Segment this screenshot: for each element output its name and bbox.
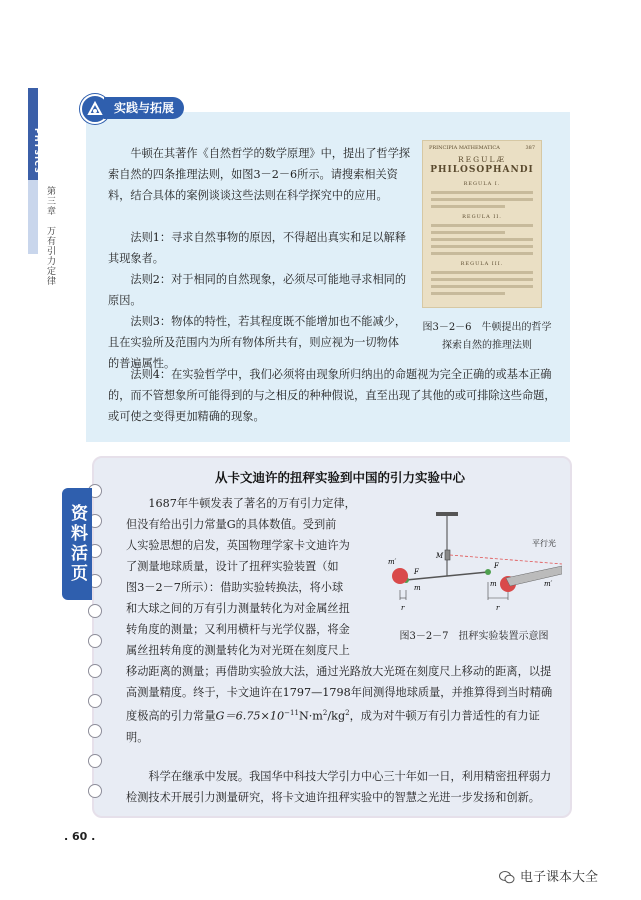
info-tab-label: 资料活页 xyxy=(62,488,92,600)
label-F-right: F xyxy=(494,562,499,570)
figure-3-2-6-caption-line1: 图3－2－6 牛顿提出的哲学 xyxy=(422,322,552,333)
label-F-left: F xyxy=(414,568,419,576)
label-M: M xyxy=(436,552,444,560)
formula-unit-exponent: 2 xyxy=(322,709,328,717)
practice-rule-1: 法则1：寻求自然事物的原因，不得超出真实和足以解释其现象者。 xyxy=(108,231,407,265)
info-para1-line: 属丝扭转角度的测量转化为对光斑在刻度尺上 xyxy=(126,644,350,657)
info-para1-line: 和大球之间的万有引力测量转化为对金属丝扭 xyxy=(126,602,350,615)
label-r-right: r xyxy=(496,604,500,612)
label-m-left: m xyxy=(414,584,421,592)
info-para1-line: 但没有给出引力常量G的具体数值。受到前 xyxy=(126,518,337,531)
formula-unit-tail-exponent: 2 xyxy=(345,709,350,717)
info-para1-line: 人实验思想的启发，英国物理学家卡文迪许为 xyxy=(126,539,350,552)
principia-heading-5: REGULA III. xyxy=(460,261,504,267)
large-ball-left xyxy=(392,568,408,584)
info-para1-line: 1687年牛顿发表了著名的万有引力定律， xyxy=(148,497,356,510)
light-ray xyxy=(450,555,562,564)
practice-rule-3: 法则3：物体的特性，若其程度既不能增加也不能减少，且在实验所及范围内为所有物体所共有，则应视为一切物体的普遍属性。 xyxy=(108,315,407,370)
formula-exponent: −11 xyxy=(284,709,299,717)
formula-unit-tail: /kg xyxy=(327,709,346,723)
label-m-prime-right: m′ xyxy=(544,580,553,588)
margin-color-strip-light xyxy=(28,180,38,254)
principia-header-left: PRINCIPIA MATHEMATICA xyxy=(429,145,500,151)
label-m-right: m xyxy=(490,580,497,588)
info-para1-column xyxy=(126,493,382,661)
principia-header-right: 387 xyxy=(525,145,535,151)
info-para1-continued xyxy=(126,661,560,748)
info-para1-rest-b: ，成为对牛顿万有引力普适性的有力证明。 xyxy=(126,709,540,744)
info-para2: 科学在继承中发展。我国华中科技大学引力中心三十年如一日，利用精密扭秤弱力检测技术开展引力测量研究，将卡文迪许扭秤实验中的智慧之光进一步发扬和创新。 xyxy=(126,770,552,804)
torsion-balance-diagram xyxy=(386,512,562,622)
info-title: 从卡文迪许的扭秤实验到中国的引力实验中心 xyxy=(214,470,465,485)
ceiling-mount xyxy=(436,512,458,516)
page-number: . 60 . xyxy=(64,830,96,843)
label-r-left: r xyxy=(401,604,405,612)
small-ball-right xyxy=(485,569,491,575)
practice-intro: 牛顿在其著作《自然哲学的数学原理》中，提出了哲学探索自然的四条推理法则，如图3－2－6所示。请搜索相关资料，结合具体的案例谈谈这些法则在科学探究中的应用。 xyxy=(108,147,411,202)
info-para1-line: 图3－2－7所示）：借助实验转换法，将小球 xyxy=(126,581,344,594)
info-para1-line: 转角度的测量；又利用横杆与光学仪器，将金 xyxy=(126,623,350,636)
practice-rule-4: 法则4：在实验哲学中，我们必须将由现象所归纳出的命题视为完全正确的或基本正确的，而不管想象所可能得到的与之相反的种种假说，直至出现了其他的或可排除这些命题，或可使之变得更加精确的现象。 xyxy=(108,368,556,423)
info-para1-rest-a: 移动距离的测量；再借助实验放大法，通过光路放大光斑在刻度尺上移动的距离，以提高测量精度。终于，卡文迪许在1797—1798年间测得地球质量，并推算得到当时精确度极高的引力常量 xyxy=(126,665,553,723)
figure-3-2-6-caption-line2: 探索自然的推理法则 xyxy=(442,340,532,351)
practice-rule-2: 法则2：对于相同的自然现象，必须尽可能地寻求相同的原因。 xyxy=(108,273,407,307)
info-para1-line: 了测量地球质量，设计了扭秤实验装置（如 xyxy=(126,560,339,573)
margin-english-label: PHYSICS xyxy=(33,128,42,174)
formula-prefix: G＝6.75×10 xyxy=(215,709,285,723)
practice-title: 实践与拓展 xyxy=(104,97,184,119)
label-parallel-light: 平行光 xyxy=(532,539,556,548)
margin-chapter-label: 第三章 万有引力定律 xyxy=(45,186,55,286)
principia-page-image xyxy=(422,140,542,308)
label-m-prime-left: m′ xyxy=(388,558,397,566)
watermark-text: 电子课本大全 xyxy=(520,870,599,885)
mirror-M xyxy=(445,550,450,560)
scale-ruler xyxy=(506,566,562,586)
principia-heading-3: REGULA I. xyxy=(463,181,501,187)
formula-unit: N·m xyxy=(298,709,323,723)
figure-3-2-7-caption: 图3－2－7 扭秤实验装置示意图 xyxy=(399,631,549,642)
wechat-icon xyxy=(499,870,515,884)
principia-heading-2: PHILOSOPHANDI xyxy=(430,165,534,175)
principia-heading-4: REGULA II. xyxy=(462,214,502,220)
principia-heading-1: REGULÆ xyxy=(458,155,506,164)
